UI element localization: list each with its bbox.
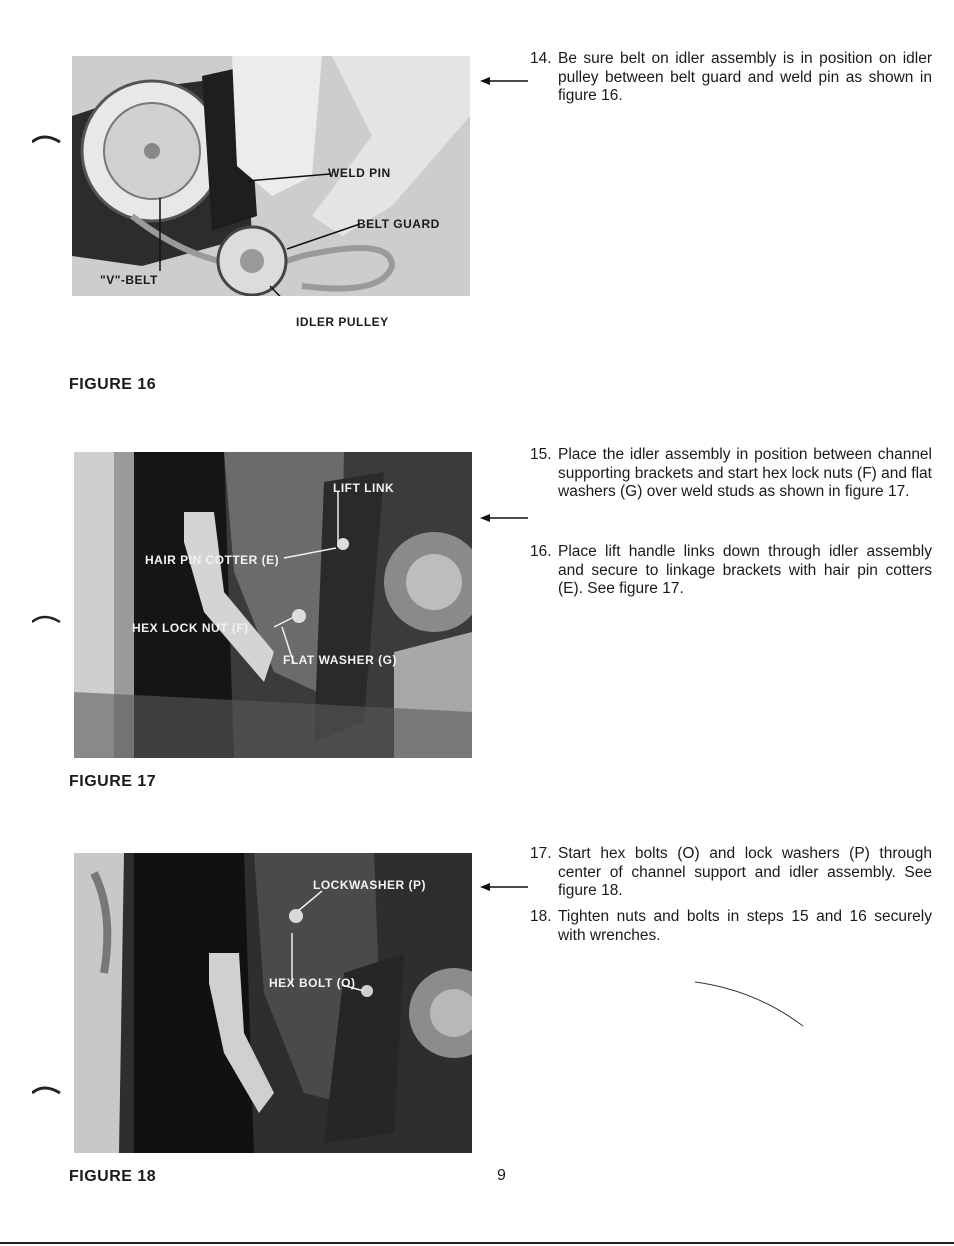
binding-mark-icon	[32, 612, 62, 626]
step-15	[530, 446, 932, 502]
step-number: 18.	[530, 908, 552, 925]
callout-v-belt: "V"-BELT	[100, 273, 158, 287]
step-17	[530, 845, 932, 901]
step-text: Start hex bolts (O) and lock washers (P) through center of channel support and idler assembly. See figure 18.	[558, 845, 932, 900]
figure-18-photo	[74, 853, 472, 1153]
callout-hex-bolt: HEX BOLT (O)	[269, 976, 356, 990]
step-number: 15.	[530, 446, 552, 463]
step-number: 17.	[530, 845, 552, 862]
figure-16-photo	[72, 56, 470, 296]
callout-idler-pulley: IDLER PULLEY	[296, 315, 389, 329]
figure-17-photo	[74, 452, 472, 758]
figure-17-caption: FIGURE 17	[69, 773, 157, 790]
stray-mark	[695, 980, 805, 1030]
figure-18-caption: FIGURE 18	[69, 1168, 157, 1185]
left-arrow-icon	[480, 513, 528, 523]
callout-weld-pin: WELD PIN	[328, 166, 391, 180]
figure-16-caption: FIGURE 16	[69, 376, 157, 393]
step-text: Place the idler assembly in position between channel supporting brackets and start hex lock nuts (F) and flat washers (G) over weld studs as shown in figure 17.	[558, 446, 932, 501]
callout-flat-washer: FLAT WASHER (G)	[283, 653, 397, 667]
step-18	[530, 908, 932, 945]
step-16	[530, 543, 932, 599]
step-text: Tighten nuts and bolts in steps 15 and 16 securely with wrenches.	[558, 908, 932, 944]
callout-lockwasher: LOCKWASHER (P)	[313, 878, 426, 892]
callout-belt-guard: BELT GUARD	[357, 217, 440, 231]
callout-lift-link: LIFT LINK	[333, 481, 395, 495]
left-arrow-icon	[480, 882, 528, 892]
bottom-rule	[0, 1242, 954, 1244]
binding-mark-icon	[32, 1083, 62, 1097]
left-arrow-icon	[480, 76, 528, 86]
binding-mark-icon	[32, 132, 62, 146]
page-number: 9	[497, 1167, 506, 1184]
step-14	[530, 50, 932, 106]
step-text: Place lift handle links down through idler assembly and secure to linkage brackets with hair pin cotters (E). See figure 17.	[558, 543, 932, 598]
callout-hair-pin-cotter: HAIR PIN COTTER (E)	[145, 553, 280, 567]
step-text: Be sure belt on idler assembly is in position on idler pulley between belt guard and weld pin as shown in figure 16.	[558, 50, 932, 105]
step-number: 16.	[530, 543, 552, 560]
step-number: 14.	[530, 50, 552, 67]
callout-hex-lock-nut: HEX LOCK NUT (F)	[132, 621, 249, 635]
